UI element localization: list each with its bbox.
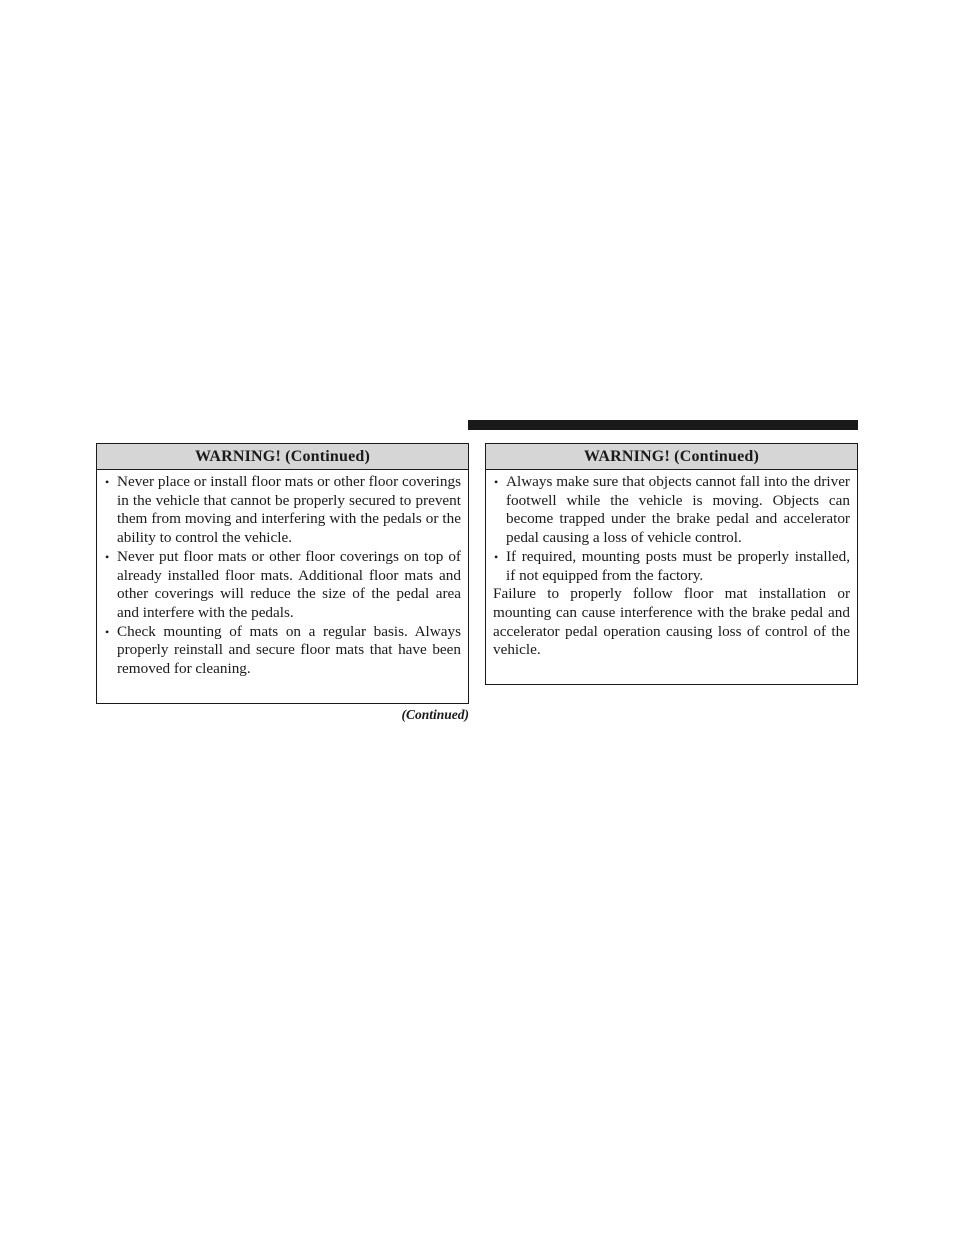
warning-box-left: [96, 443, 469, 704]
warning-list: [104, 473, 461, 679]
section-header-bar: [468, 420, 858, 430]
warning-body: [97, 470, 468, 679]
continued-label: (Continued): [401, 707, 469, 722]
warning-paragraph: Failure to properly follow floor mat installation or mounting can cause interference with the brake pedal and accelerator pedal operation causing loss of control of the vehicle.: [493, 585, 850, 659]
warning-item: [493, 473, 850, 548]
warning-title: WARNING! (Continued): [97, 444, 468, 470]
bullet-icon: •: [494, 549, 499, 564]
warning-box-right: [485, 443, 858, 685]
warning-item-text: Never place or install floor mats or other floor coverings in the vehicle that cannot be properly secured to prevent them from moving and interfering with the pedals or the ability to control the vehicle.: [117, 473, 461, 547]
warning-list: [493, 473, 850, 585]
warning-item-text: Check mounting of mats on a regular basis. Always properly reinstall and secure floor mats that have been removed for cleaning.: [117, 622, 461, 678]
warning-item-text: Always make sure that objects cannot fall into the driver footwell while the vehicle is moving. Objects can become trapped under the brake pedal and accelerator pedal causing a loss of vehicle control.: [506, 473, 850, 547]
bullet-icon: •: [494, 475, 499, 489]
warning-item: [104, 548, 461, 623]
warning-body: [486, 470, 857, 660]
warning-title: WARNING! (Continued): [486, 444, 857, 470]
bullet-icon: •: [105, 549, 110, 564]
warning-item: [104, 473, 461, 548]
bullet-icon: •: [105, 624, 110, 639]
warning-item: [104, 623, 461, 679]
warning-item: [493, 548, 850, 585]
warning-item-text: Never put floor mats or other floor coverings on top of already installed floor mats. Additional floor mats and other coverings will reduce the size of the pedal area and interfere with the pedals.: [117, 547, 461, 621]
warning-item-text: If required, mounting posts must be properly installed, if not equipped from the factory.: [506, 547, 850, 584]
bullet-icon: •: [105, 475, 110, 489]
